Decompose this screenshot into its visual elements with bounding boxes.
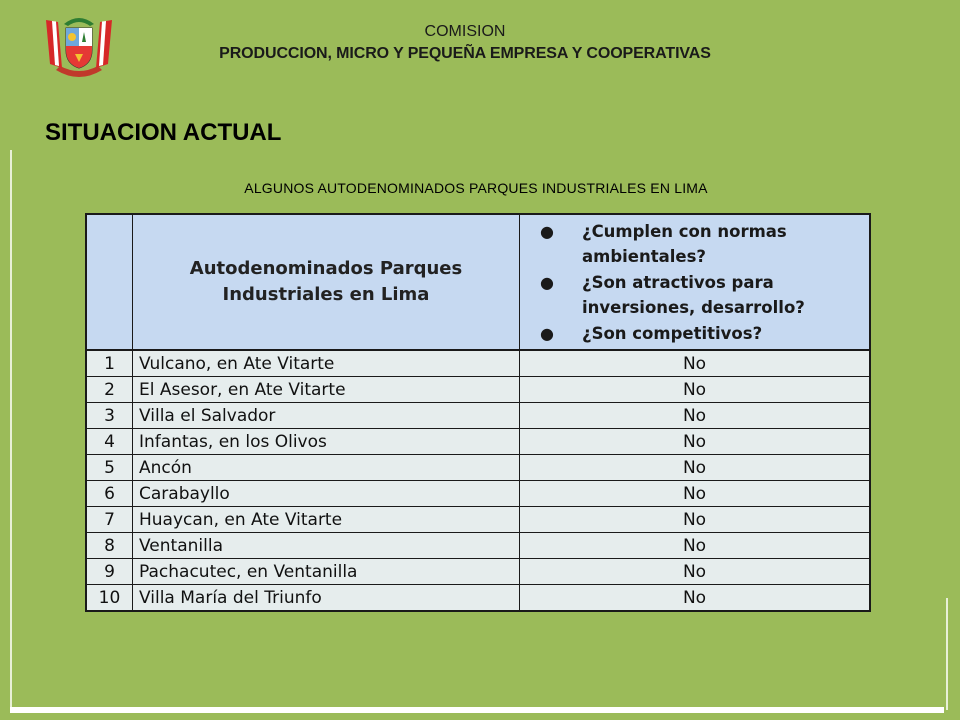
commission-header [0,21,930,65]
row-park-name: Infantas, en los Olivos [133,429,520,455]
row-number: 5 [86,455,133,481]
table-row [86,350,870,377]
question-item: ● ¿Cumplen con normas ambientales? [536,219,859,269]
table-title: ALGUNOS AUTODENOMINADOS PARQUES INDUSTRIALES EN LIMA [244,180,708,196]
row-number: 10 [86,585,133,612]
row-answer: No [520,585,871,612]
bullet-icon: ● [540,273,554,292]
row-park-name: Villa el Salvador [133,403,520,429]
row-park-name: Pachacutec, en Ventanilla [133,559,520,585]
row-park-name: El Asesor, en Ate Vitarte [133,377,520,403]
question-item: ● ¿Son competitivos? [536,321,859,346]
section-title: SITUACION ACTUAL [45,119,282,146]
row-park-name: Ancón [133,455,520,481]
row-answer: No [520,429,871,455]
row-park-name: Vulcano, en Ate Vitarte [133,350,520,377]
row-number: 9 [86,559,133,585]
question-item: ● ¿Son atractivos para inversiones, desarrollo? [536,270,859,320]
row-number: 1 [86,350,133,377]
right-border-line [946,598,948,710]
table-row [86,559,870,585]
row-answer: No [520,507,871,533]
row-answer: No [520,559,871,585]
table-row [86,585,870,612]
bottom-border-line [10,707,944,713]
questions-list [536,219,859,346]
industrial-parks-table [85,213,871,612]
row-number: 4 [86,429,133,455]
header-questions-cell [520,214,871,350]
table-row [86,377,870,403]
bullet-icon: ● [540,222,554,241]
table-row [86,429,870,455]
row-park-name: Huaycan, en Ate Vitarte [133,507,520,533]
row-park-name: Ventanilla [133,533,520,559]
header-line-1: COMISION [424,23,506,40]
row-answer: No [520,377,871,403]
row-number: 3 [86,403,133,429]
table-header-row [86,214,870,350]
table-row [86,533,870,559]
row-answer: No [520,481,871,507]
table-row [86,403,870,429]
row-answer: No [520,455,871,481]
row-answer: No [520,350,871,377]
row-number: 2 [86,377,133,403]
header-name-line-2: Industriales en Lima [222,284,430,305]
row-number: 8 [86,533,133,559]
row-number: 6 [86,481,133,507]
row-park-name: Carabayllo [133,481,520,507]
row-answer: No [520,533,871,559]
header-name-cell [133,214,520,350]
bullet-icon: ● [540,324,554,343]
row-park-name: Villa María del Triunfo [133,585,520,612]
row-answer: No [520,403,871,429]
table-row [86,507,870,533]
left-border-line [10,150,12,710]
table-row [86,455,870,481]
header-number-cell [86,214,133,350]
table-row [86,481,870,507]
header-name-line-1: Autodenominados Parques [189,258,463,279]
row-number: 7 [86,507,133,533]
header-line-2: PRODUCCION, MICRO Y PEQUEÑA EMPRESA Y COOPERATIVAS [219,45,711,62]
